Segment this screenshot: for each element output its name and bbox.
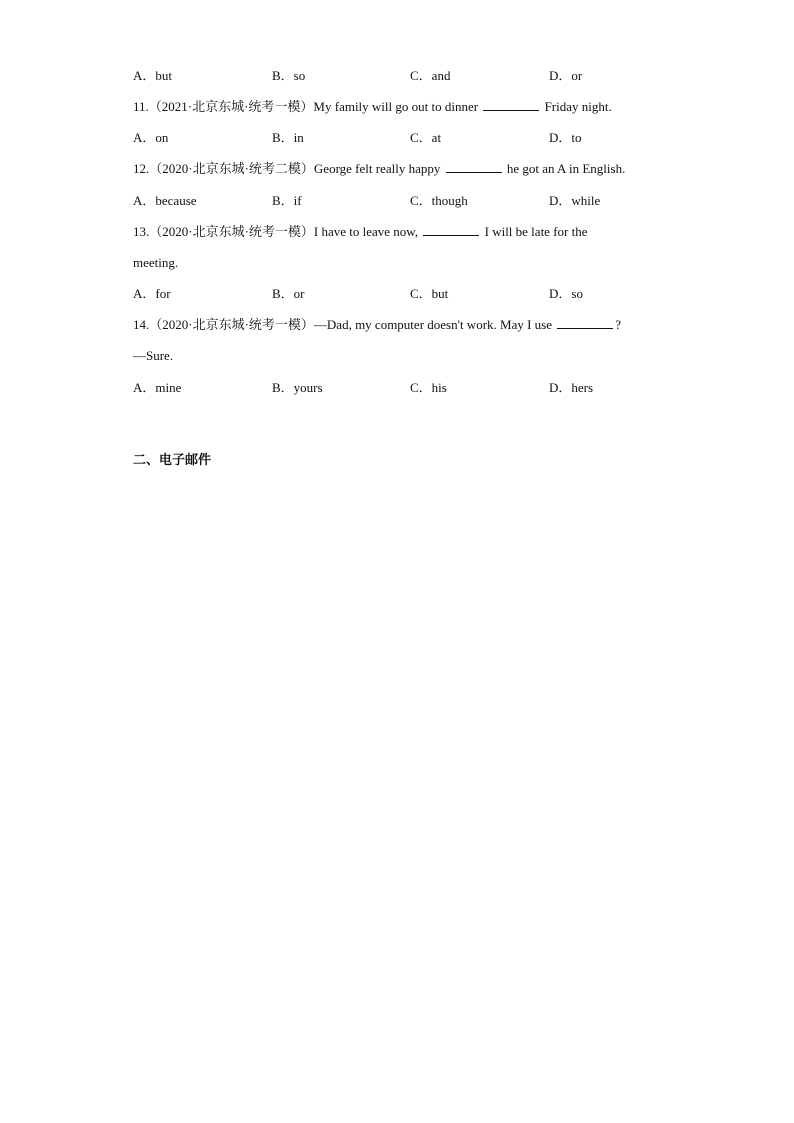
q14-option-b: B．yours [272, 380, 323, 395]
q12-option-a: A．because [133, 193, 197, 208]
q11-suffix: Friday night. [544, 99, 612, 114]
q12-stem [133, 161, 625, 177]
q13-option-a: A．for [133, 286, 171, 301]
q12-option-b: B．if [272, 193, 302, 208]
section-heading-email: 二、电子邮件 [133, 453, 212, 468]
q14-suffix: ? [615, 317, 622, 332]
q14-option-a: A．mine [133, 380, 182, 395]
q12-suffix: he got an A in English. [506, 161, 626, 176]
q12-blank [446, 161, 502, 173]
q11-option-c: C．at [410, 130, 442, 145]
q14-blank [557, 317, 613, 329]
q10-option-c: C．and [410, 68, 451, 83]
q13-option-d: D．so [549, 286, 583, 301]
q13-option-c: C．but [410, 286, 449, 301]
q12-option-c: C．though [410, 193, 468, 208]
q11-prefix: 11.（2021·北京东城·统考一模）My family will go out to dinner [133, 99, 479, 114]
q13-suffix: I will be late for the [484, 224, 588, 239]
q14-stem [133, 317, 621, 333]
q12-prefix: 12.（2020·北京东城·统考二模）George felt really happy [133, 161, 441, 176]
q14-options [133, 380, 693, 396]
q10-option-d: D．or [549, 68, 583, 83]
q12-options [133, 193, 693, 209]
q13-option-b: B．or [272, 286, 305, 301]
q11-blank [483, 99, 539, 111]
q11-option-d: D．to [549, 130, 582, 145]
q13-blank [423, 224, 479, 236]
q14-prefix: 14.（2020·北京东城·统考一模）—Dad, my computer doesn't work. May I use [133, 317, 553, 332]
q11-stem [133, 99, 612, 115]
q13-options [133, 286, 693, 302]
q13-stem [133, 224, 588, 240]
q14-option-d: D．hers [549, 380, 594, 395]
q11-option-b: B．in [272, 130, 304, 145]
q13-prefix: 13.（2020·北京东城·统考一模）I have to leave now, [133, 224, 419, 239]
q10-options [133, 68, 693, 84]
q14-option-c: C．his [410, 380, 447, 395]
q11-options [133, 130, 693, 146]
q12-option-d: D．while [549, 193, 601, 208]
q11-option-a: A．on [133, 130, 169, 145]
q13-stem-continuation: meeting. [133, 255, 179, 270]
q14-stem-continuation: —Sure. [133, 348, 174, 363]
q10-option-a: A．but [133, 68, 173, 83]
q10-option-b: B．so [272, 68, 306, 83]
